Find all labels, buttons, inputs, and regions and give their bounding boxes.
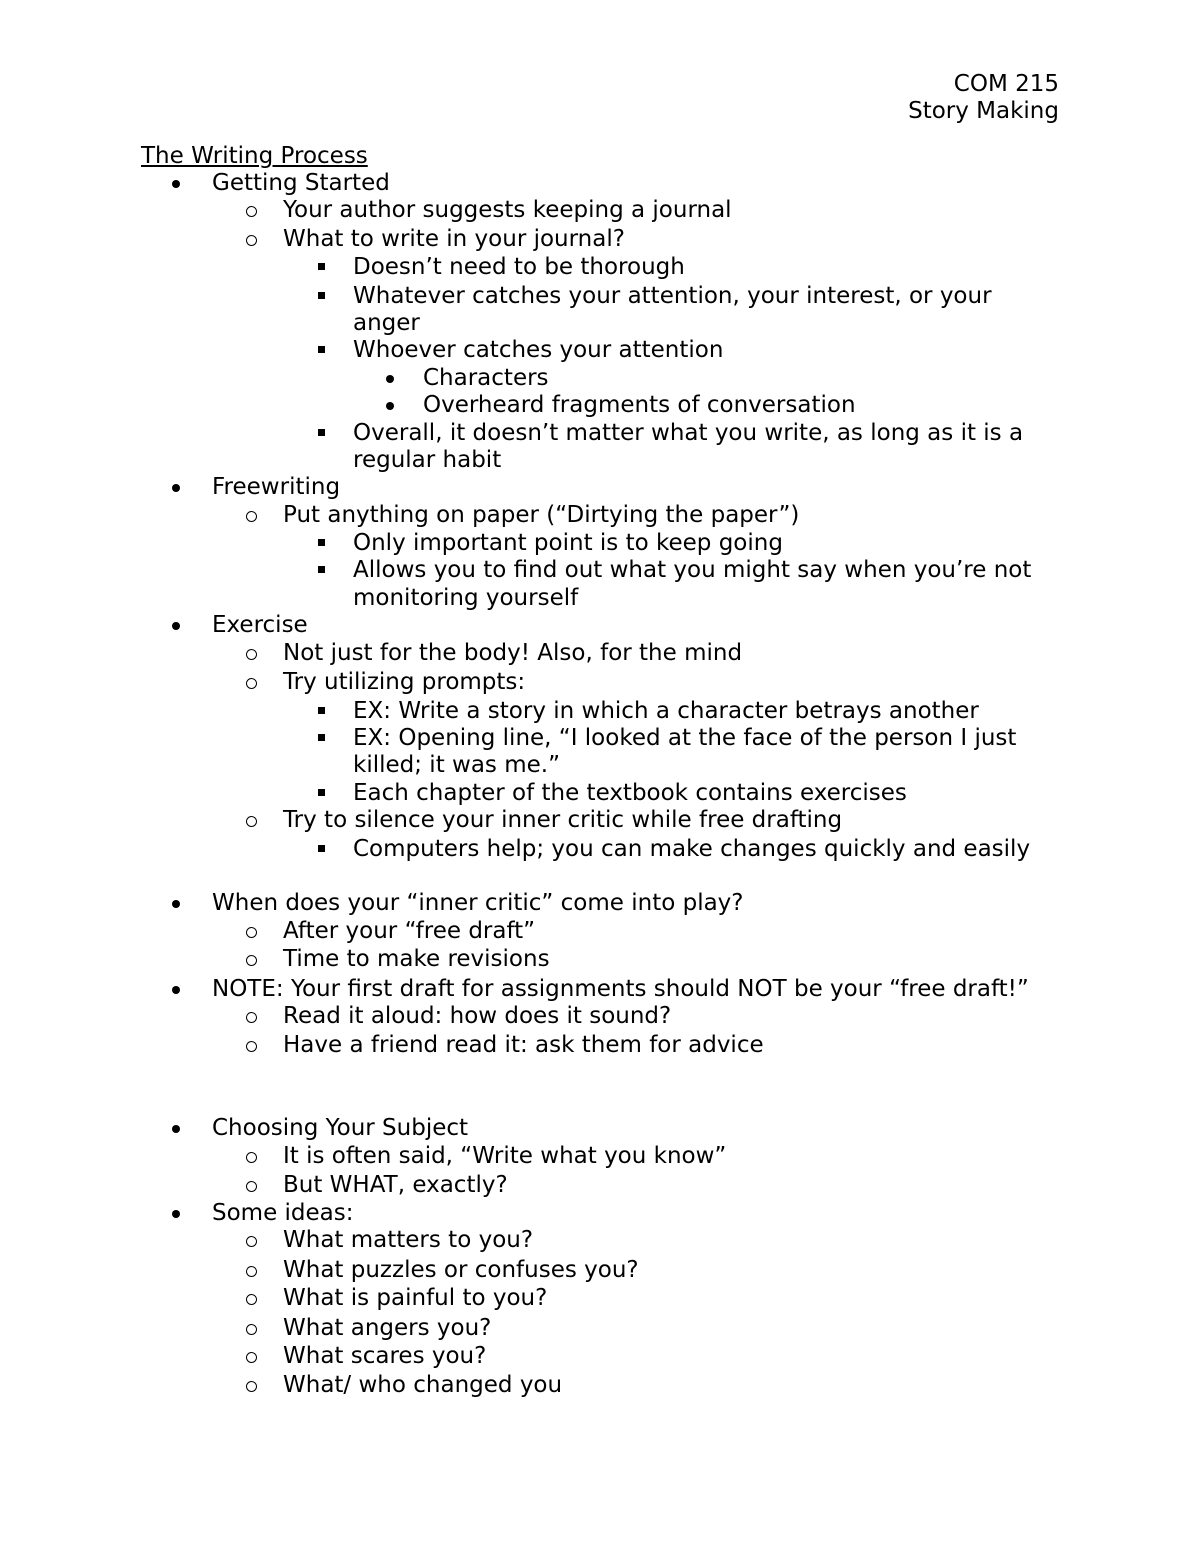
bullet-square bbox=[318, 529, 325, 557]
bullet-dot bbox=[172, 1199, 180, 1227]
list-item: After your “free draft” bbox=[283, 918, 536, 944]
list-item: Overheard fragments of conversation bbox=[423, 392, 856, 418]
list-item: NOTE: Your first draft for assignments should NOT be your “free draft!” bbox=[212, 976, 1029, 1002]
list-item: What to write in your journal? bbox=[283, 226, 625, 252]
list-item: Some ideas: bbox=[212, 1200, 354, 1226]
bullet-square bbox=[318, 556, 325, 584]
bullet-square bbox=[318, 779, 325, 807]
bullet-ring bbox=[246, 501, 257, 529]
list-item: What/ who changed you bbox=[283, 1372, 563, 1398]
list-item: Time to make revisions bbox=[283, 946, 550, 972]
list-item: Freewriting bbox=[212, 474, 341, 500]
bullet-dot bbox=[172, 889, 180, 917]
list-item: Read it aloud: how does it sound? bbox=[283, 1003, 672, 1029]
list-item: Doesn’t need to be thorough bbox=[353, 254, 685, 280]
list-item: Getting Started bbox=[212, 170, 390, 196]
list-item: Allows you to find out what you might say when you’re not bbox=[353, 557, 1032, 583]
bullet-square bbox=[318, 419, 325, 447]
list-item: Try to silence your inner critic while free drafting bbox=[283, 807, 843, 833]
list-item: Characters bbox=[423, 365, 549, 391]
bullet-ring bbox=[246, 1342, 257, 1370]
bullet-ring bbox=[246, 1371, 257, 1399]
course-subtitle: Story Making bbox=[908, 98, 1059, 124]
list-item: What angers you? bbox=[283, 1315, 492, 1341]
bullet-dot bbox=[386, 391, 394, 419]
list-item: What puzzles or confuses you? bbox=[283, 1257, 639, 1283]
bullet-dot bbox=[386, 364, 394, 392]
bullet-ring bbox=[246, 945, 257, 973]
list-item: Only important point is to keep going bbox=[353, 530, 783, 556]
bullet-square bbox=[318, 697, 325, 725]
list-item: What is painful to you? bbox=[283, 1285, 548, 1311]
bullet-ring bbox=[246, 917, 257, 945]
page-title: The Writing Process bbox=[141, 143, 368, 169]
bullet-dot bbox=[172, 473, 180, 501]
bullet-ring bbox=[246, 1226, 257, 1254]
list-item: Whatever catches your attention, your interest, or your bbox=[353, 283, 992, 309]
list-item: It is often said, “Write what you know” bbox=[283, 1143, 727, 1169]
bullet-ring bbox=[246, 806, 257, 834]
bullet-square bbox=[318, 724, 325, 752]
list-item: Overall, it doesn’t matter what you write, as long as it is a bbox=[353, 420, 1024, 446]
list-item: When does your “inner critic” come into play? bbox=[212, 890, 744, 916]
bullet-ring bbox=[246, 196, 257, 224]
bullet-ring bbox=[246, 639, 257, 667]
bullet-ring bbox=[246, 1031, 257, 1059]
bullet-dot bbox=[172, 611, 180, 639]
bullet-square bbox=[318, 282, 325, 310]
list-item-continuation: regular habit bbox=[353, 447, 502, 473]
bullet-ring bbox=[246, 668, 257, 696]
bullet-ring bbox=[246, 1002, 257, 1030]
list-item-continuation: anger bbox=[353, 310, 420, 336]
list-item: Whoever catches your attention bbox=[353, 337, 724, 363]
bullet-square bbox=[318, 253, 325, 281]
list-item: But WHAT, exactly? bbox=[283, 1172, 508, 1198]
list-item: Have a friend read it: ask them for advice bbox=[283, 1032, 764, 1058]
list-item-continuation: monitoring yourself bbox=[353, 585, 579, 611]
list-item: EX: Write a story in which a character betrays another bbox=[353, 698, 979, 724]
list-item: Your author suggests keeping a journal bbox=[283, 197, 732, 223]
list-item: Choosing Your Subject bbox=[212, 1115, 469, 1141]
course-code: COM 215 bbox=[953, 71, 1059, 97]
list-item: Exercise bbox=[212, 612, 308, 638]
list-item: EX: Opening line, “I looked at the face of the person I just bbox=[353, 725, 1017, 751]
bullet-dot bbox=[172, 1114, 180, 1142]
list-item: Try utilizing prompts: bbox=[283, 669, 526, 695]
bullet-ring bbox=[246, 1142, 257, 1170]
list-item: Computers help; you can make changes quickly and easily bbox=[353, 836, 1031, 862]
list-item: Each chapter of the textbook contains exercises bbox=[353, 780, 907, 806]
list-item: Put anything on paper (“Dirtying the paper”) bbox=[283, 502, 800, 528]
bullet-ring bbox=[246, 1284, 257, 1312]
bullet-square bbox=[318, 835, 325, 863]
list-item: Not just for the body! Also, for the mind bbox=[283, 640, 743, 666]
bullet-ring bbox=[246, 225, 257, 253]
list-item: What matters to you? bbox=[283, 1227, 534, 1253]
bullet-dot bbox=[172, 169, 180, 197]
bullet-square bbox=[318, 336, 325, 364]
bullet-ring bbox=[246, 1256, 257, 1284]
bullet-ring bbox=[246, 1314, 257, 1342]
list-item: What scares you? bbox=[283, 1343, 487, 1369]
list-item-continuation: killed; it was me.” bbox=[353, 752, 560, 778]
bullet-dot bbox=[172, 975, 180, 1003]
bullet-ring bbox=[246, 1171, 257, 1199]
